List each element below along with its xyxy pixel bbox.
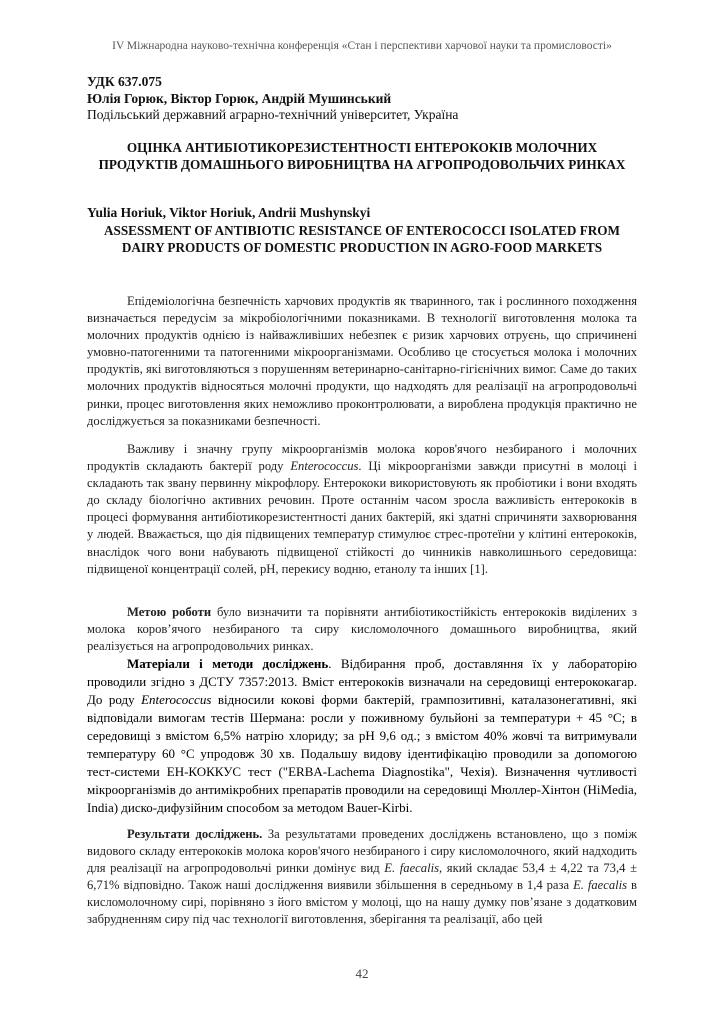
title-ua: ОЦІНКА АНТИБІОТИКОРЕЗИСТЕНТНОСТІ ЕНТЕРОКОКІВ МОЛОЧНИХ ПРОДУКТІВ ДОМАШНЬОГО ВИРОБНИЦТВА НА АГРОПРОДОВОЛЬЧИХ РИНКАХ	[98, 140, 626, 172]
udc-code: УДК 637.075	[87, 74, 162, 89]
results-species-1: E. faecalis,	[384, 861, 443, 876]
p2-genus: Enterococcus	[290, 459, 359, 474]
results-text-a: За результатами проведених досліджень встановлено, що з поміж видового складу ентерококів молока коров'ячого незбираного і сиру кисломолочного, який надходить для реалізації на агропродовольчі ринки домінує вид	[87, 827, 637, 876]
paragraph-results	[87, 826, 637, 929]
methods-text-b: відносили кокові форми бактерій, грампозитивні, каталазонегативні, які відповідали вимогам тестів Шермана: росли у поживному бульйоні за температури + 45 °С; в середовищі з вмістом 6,5% натрію хлориду; за pH 9,6 од.; з вмістом 40% жовчі та витримували температуру 60 °С упродовж 30 хв. Подальшу видову ідентифікацію проводили за допомогою тест-системи ЕН-КОККУС тест ("ERBA-Lachema Diagnostika", Чехія). Визначення чутливості мікроорганізмів до антимікробних препаратів проводили на середовищі Мюллер-Хінтон (HiMedia, India) диско-дифузійним способом за методом Bauer-Kirbi.	[87, 692, 638, 815]
results-text-b: який складає 53,4 ± 4,22 та 73,4 ± 6,71% відповідно. Також наші дослідження виявили збільшення в середньому в 1,4 раза	[87, 861, 637, 893]
article-meta	[87, 74, 458, 124]
authors-ua: Юлія Горюк, Віктор Горюк, Андрій Мушинський	[87, 90, 392, 106]
results-text-c: в кисломолочному сирі, порівняно з його вмістом у молоці, що на нашу думку пов’язане з додатковим забрудненням сиру під час технології виготовлення, зберігання та реалізації, або цей	[87, 878, 637, 927]
paragraph-enterococcus	[87, 441, 637, 578]
p2-text-b: . Ці мікроорганізми завжди присутні в молоці і складають так звану первинну мікрофлору. Ентерококи використовують як пробіотики і вони входять до складу біологічно активних речовин. Проте останнім часом зросла важливість ентерококів в процесі формування антибіотикорезистентності даних бактерій, які здатні спричиняти захворювання у людей. Вважається, що дія підвищених температур стимулює стрес-протеїни у клітині ентерококів, внаслідок чого вони набувають підвищеної стійкості до чинників навколишнього середовища: підвищеної концентрації солей, pH, перекису водню, етанолу та інших [1].	[87, 459, 638, 576]
results-lead: Результати досліджень.	[127, 827, 263, 841]
affiliation: Подільський державний аграрно-технічний університет, Україна	[87, 107, 459, 122]
methods-lead: Матеріали і методи досліджень	[127, 656, 329, 671]
p2-text-a: Важливу і значну групу мікроорганізмів молока коров'ячого незбираного і молочних продуктів складають бактерії роду	[87, 442, 637, 474]
title-en: ASSESSMENT OF ANTIBIOTIC RESISTANCE OF ENTEROCOCCI ISOLATED FROM DAIRY PRODUCTS OF DOMESTIC PRODUCTION IN AGRO-FOOD MARKETS	[103, 223, 620, 255]
paragraph-methods	[87, 655, 637, 817]
paragraph-intro: Епідеміологічна безпечність харчових продуктів як тваринного, так і рослинного походження визначається передусім за мікробіологічними показниками. В технології виготовлення молока та молочних продуктів однією із найважливіших небезпек є ризик харчових отруєнь, що спричинені умовно-патогенними та патогенними мікроорганізмами. Особливо це стосується молока і молочних продуктів, які виготовляються з порушенням ветеринарно-санітарно-гігієнічних вимог. Саме до таких молочних продуктів відносяться молочні продукти, що надходять для реалізації на агропродовольчі ринки, процес виготовлення яких неможливо проконтролювати, а вироблена продукція практично не досліджується за показниками безпечності.	[87, 294, 637, 428]
paragraph-aim	[87, 604, 637, 655]
aim-lead: Метою роботи	[127, 605, 212, 619]
running-header: IV Міжнародна науково-технічна конференція «Стан і перспективи харчової науки та промисловості»	[112, 40, 612, 52]
aim-text: було визначити та порівняти антибіотикостійкість ентерококів виділених з молока коров’ячого незбираного та сиру кисломолочного домашнього виробництва, який реалізується на агропродовольчих ринках.	[87, 605, 637, 654]
authors-en: Yulia Horiuk, Viktor Horiuk, Andrii Mushynskyi	[87, 205, 371, 220]
methods-genus: Enterococcus	[141, 692, 212, 707]
page-number: 42	[355, 966, 369, 981]
methods-text-a: . Відбирання проб, доставляння їх у лабораторію проводили згідно з ДСТУ 7357:2013. Вміст ентерококів визначали на середовищі ентерококагар. До роду	[87, 656, 637, 707]
results-species-2: E. faecalis	[573, 878, 628, 893]
